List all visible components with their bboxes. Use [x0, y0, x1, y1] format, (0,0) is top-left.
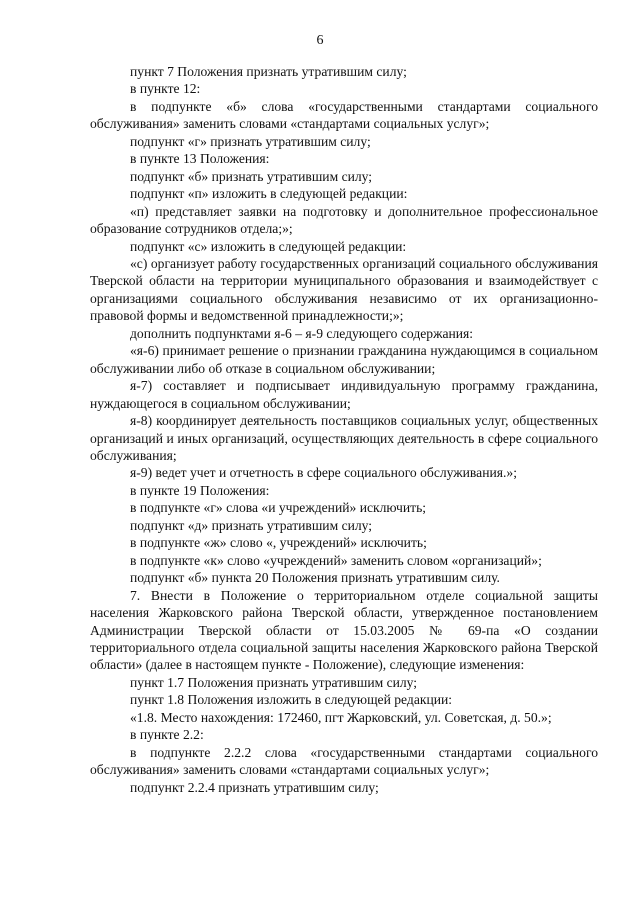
- paragraph: «с) организует работу государственных организаций социального обслуживания Тверской области на территории муниципального образования и взаимодействует с организациями социального обслуживания независимо от их организационно-правовой формы и ведомственной принадлежности;»;: [90, 255, 598, 324]
- paragraph: я-8) координирует деятельность поставщиков социальных услуг, общественных организаций и иных организаций, осуществляющих деятельность в сфере социального обслуживания;: [90, 413, 598, 463]
- paragraph: «1.8. Место нахождения: 172460, пгт Жарковский, ул. Советская, д. 50.»;: [130, 709, 552, 725]
- paragraph: пункт 7 Положения признать утратившим силу;: [130, 64, 407, 79]
- paragraph: в подпункте «к» слово «учреждений» заменить словом «организаций»;: [130, 552, 542, 568]
- paragraph: подпункт «б» признать утратившим силу;: [130, 168, 373, 184]
- paragraph: подпункт «с» изложить в следующей редакции:: [130, 238, 407, 254]
- paragraph: в пункте 12:: [130, 81, 201, 97]
- paragraph: в подпункте «г» слова «и учреждений» исключить;: [130, 500, 427, 516]
- paragraph: я-9) ведет учет и отчетность в сфере социального обслуживания.»;: [130, 465, 517, 481]
- paragraph: пункт 1.8 Положения изложить в следующей редакции:: [130, 692, 453, 708]
- paragraph: 7. Внести в Положение о территориальном отделе социальной защиты населения Жарковского района Тверской области, утвержденное постановлением Администрации Тверской области от 15.03.2005 № 69-па «О создании территориального отдела социальной защиты населения Жарковского района Тверской области» (далее в настоящем пункте - Положение), следующие изменения:: [90, 587, 598, 673]
- paragraph: в подпункте «ж» слово «, учреждений» исключить;: [130, 535, 427, 551]
- paragraph: дополнить подпунктами я-6 – я-9 следующего содержания:: [130, 325, 474, 341]
- paragraph: подпункт 2.2.4 признать утратившим силу;: [130, 779, 379, 795]
- paragraph: подпункт «б» пункта 20 Положения признать утратившим силу.: [130, 570, 500, 586]
- paragraph: подпункт «д» признать утратившим силу;: [130, 517, 373, 533]
- paragraph: подпункт «г» признать утратившим силу;: [130, 133, 371, 149]
- paragraph: в пункте 19 Положения:: [130, 482, 270, 498]
- document-body: [90, 63, 598, 796]
- paragraph: в пункте 13 Положения:: [130, 151, 270, 167]
- page-number: 6: [316, 33, 324, 48]
- paragraph: в пункте 2.2:: [130, 727, 204, 743]
- paragraph: в подпункте «б» слова «государственными стандартами социального обслуживания» заменить словами «стандартами социальных услуг»;: [90, 98, 598, 132]
- paragraph: в подпункте 2.2.2 слова «государственными стандартами социального обслуживания» заменить словами «стандартами социальных услуг»;: [90, 744, 598, 778]
- paragraph: я-7) составляет и подписывает индивидуальную программу гражданина, нуждающегося в социальном обслуживании;: [90, 378, 598, 411]
- paragraph: подпункт «п» изложить в следующей редакции:: [130, 186, 408, 202]
- paragraph: пункт 1.7 Положения признать утратившим силу;: [130, 674, 418, 690]
- paragraph: «п) представляет заявки на подготовку и дополнительное профессиональное образование сотрудников отдела;»;: [90, 203, 598, 237]
- paragraph: «я-6) принимает решение о признании гражданина нуждающимся в социальном обслуживании либо об отказе в социальном обслуживании;: [90, 343, 598, 376]
